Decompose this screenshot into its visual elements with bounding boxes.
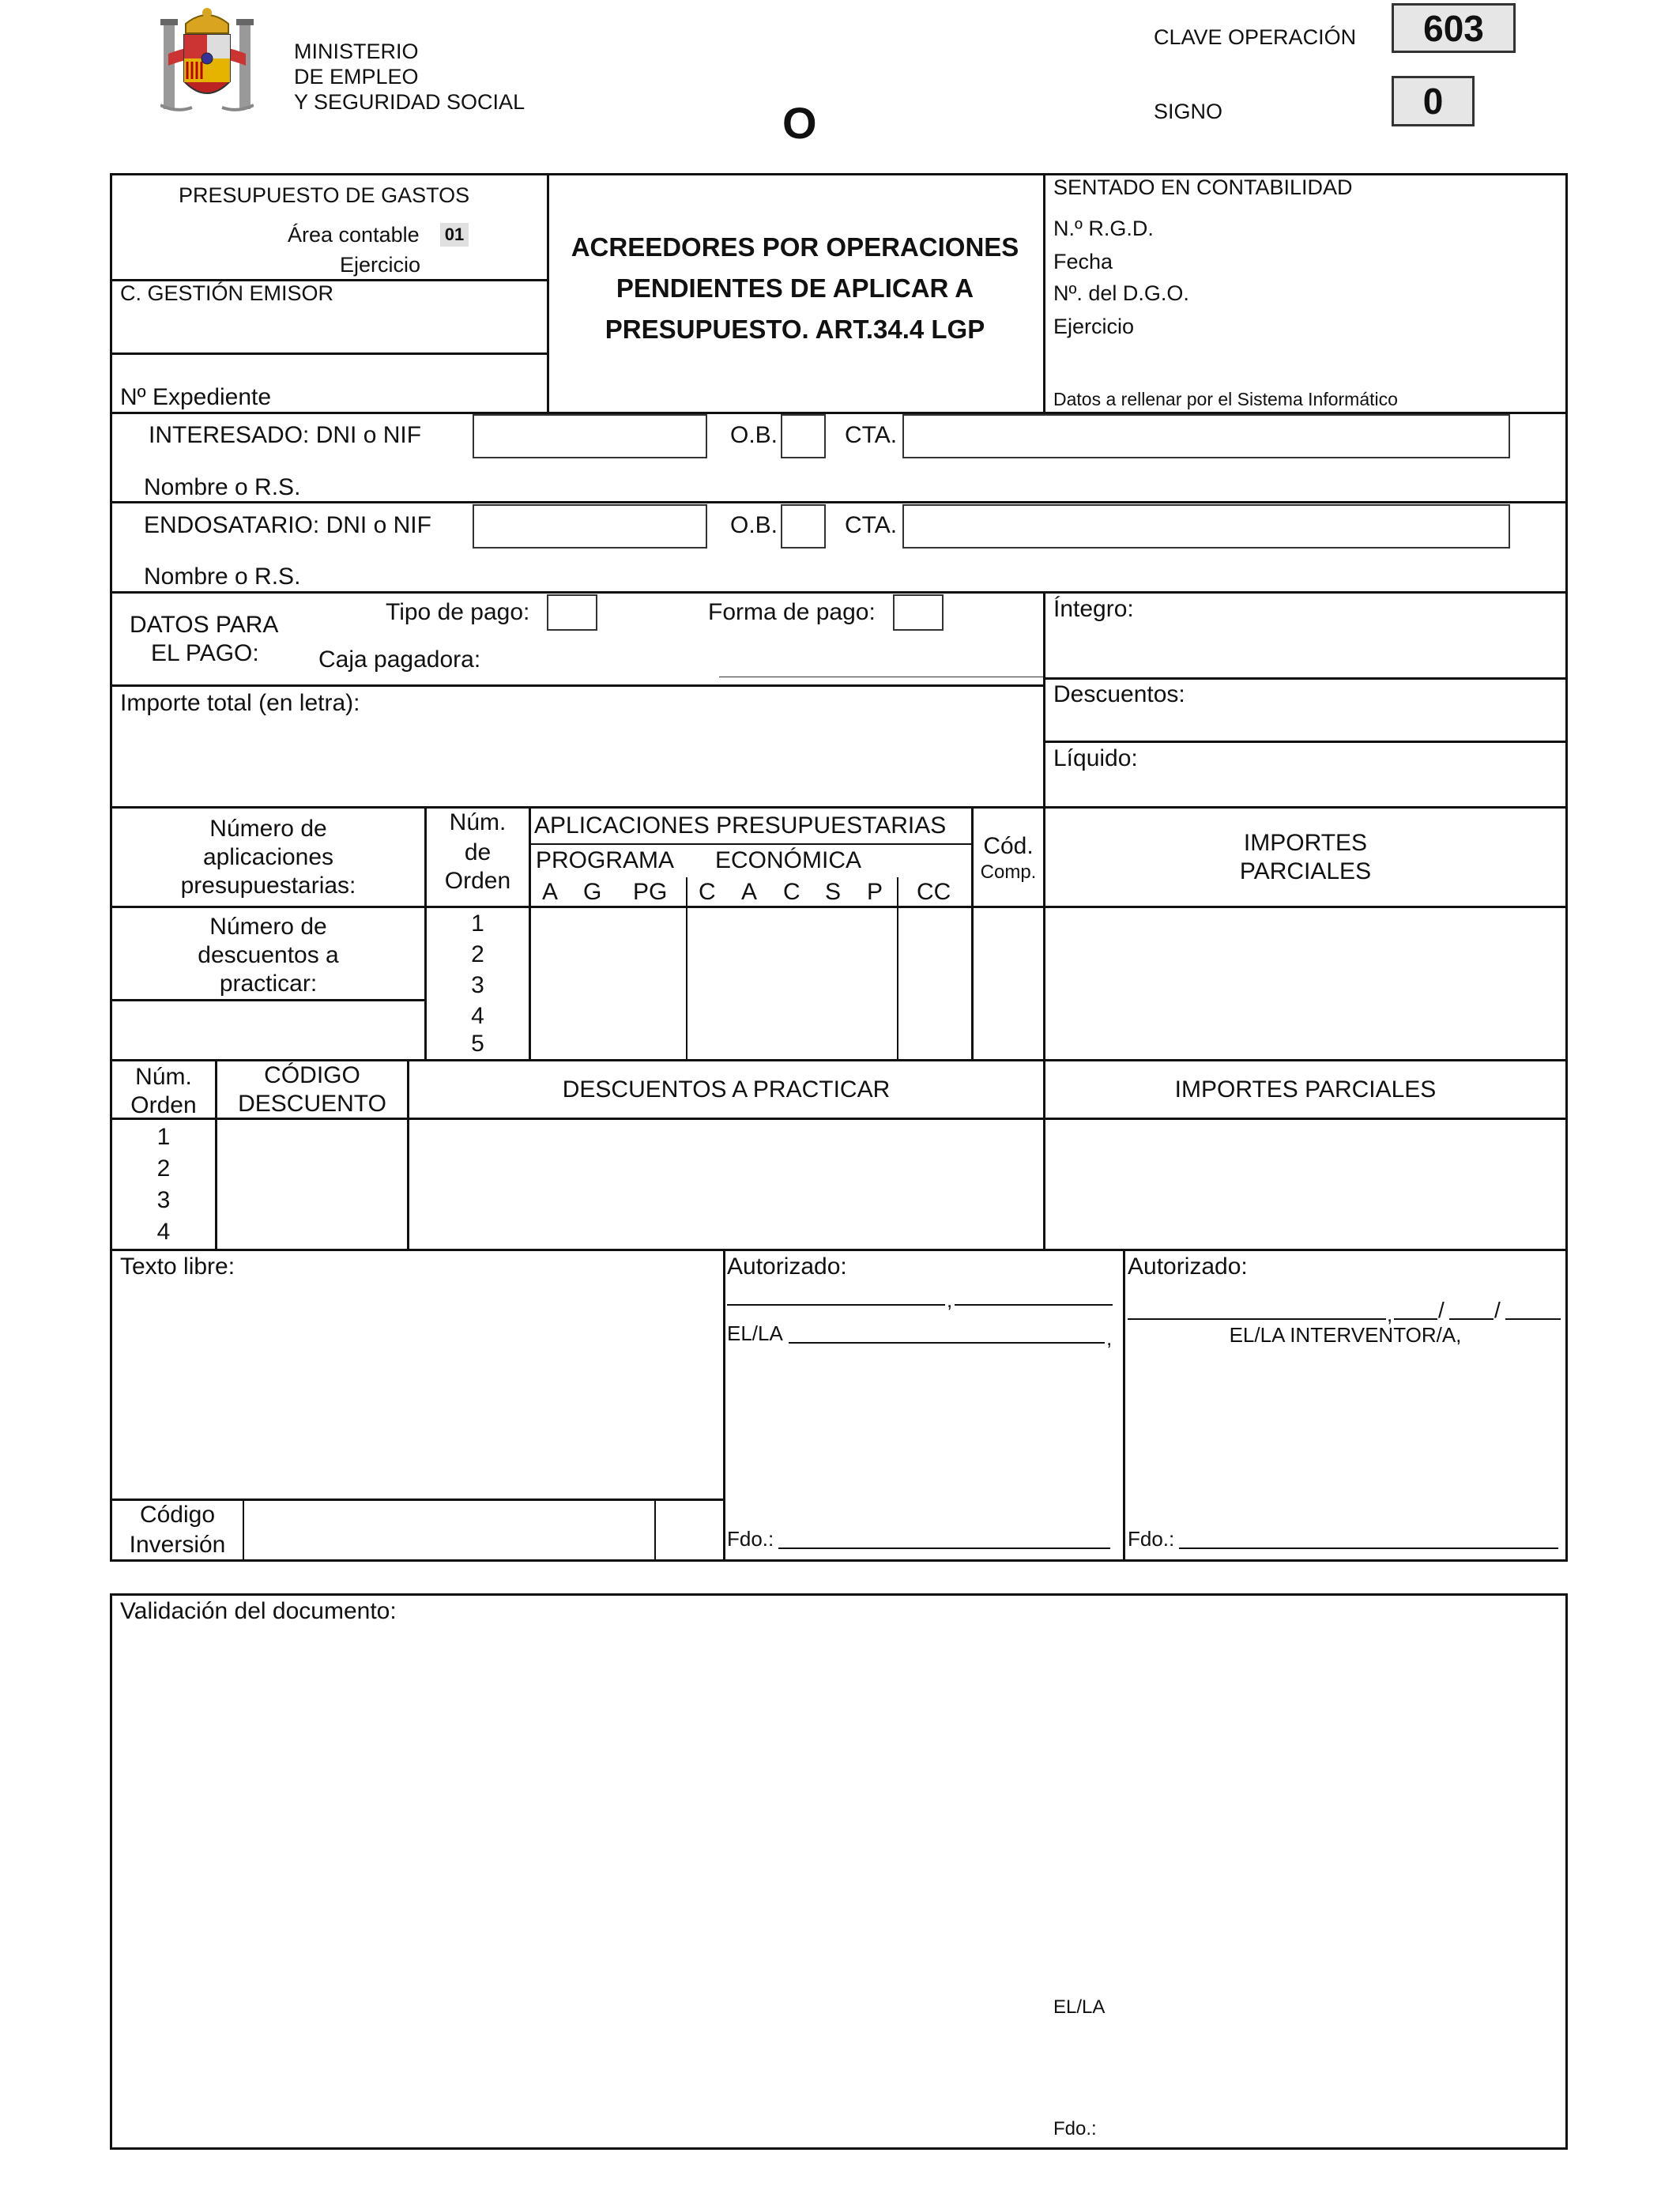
desc-bottom: [110, 1249, 1568, 1251]
col-s: S: [825, 879, 842, 905]
tipo-pago-label: Tipo de pago:: [386, 599, 530, 625]
fdo-label: Fdo.:: [727, 1527, 774, 1551]
validacion-fdo: Fdo.:: [1053, 2118, 1097, 2139]
col-g: G: [583, 879, 602, 905]
aplic-sub-line: [529, 843, 971, 845]
coat-of-arms-logo: [160, 6, 254, 119]
ejercicio2-label: Ejercicio: [1053, 315, 1135, 338]
pago-mid-line: [110, 684, 1043, 687]
num-aplic-line3: presupuestarias:: [180, 873, 356, 899]
fdo-signature-line[interactable]: [778, 1547, 1110, 1549]
descuentos-practicar-header: DESCUENTOS A PRACTICAR: [562, 1076, 891, 1103]
validacion-box: [110, 1593, 1568, 2150]
col-a: A: [542, 879, 559, 905]
aplic-sub-col-2: [897, 877, 898, 1059]
interesado-bottom: [110, 501, 1568, 503]
caja-pagadora-label: Caja pagadora:: [318, 647, 481, 673]
codigo-inversion-divider-1: [243, 1498, 244, 1559]
frame-bottom: [110, 1559, 1568, 1562]
endosatario-bottom: [110, 591, 1568, 594]
clave-operacion-value: 603: [1392, 3, 1516, 53]
datos-pago-line2: EL PAGO:: [151, 640, 259, 666]
col-pg: PG: [633, 879, 668, 905]
desc-orden-3: 3: [156, 1187, 171, 1213]
area-contable-label: Área contable: [288, 223, 420, 247]
aplic-orden-1: 1: [471, 910, 484, 937]
ella-name-line[interactable]: [789, 1342, 1105, 1344]
area-contable-value: 01: [440, 223, 469, 247]
ministry-name-line1: MINISTERIO: [294, 40, 419, 63]
forma-pago-input[interactable]: [893, 594, 944, 631]
autorizado2-label: Autorizado:: [1128, 1253, 1248, 1280]
integro-bottom: [1043, 677, 1568, 680]
autorizado2-date-sep2: /: [1438, 1298, 1445, 1322]
economica-label: ECONÓMICA: [715, 847, 862, 873]
frame-right: [1565, 173, 1568, 1559]
endosatario-label: ENDOSATARIO: DNI o NIF: [144, 512, 431, 538]
ministry-name-line2: DE EMPLEO: [294, 65, 419, 89]
num-desc-line2: descuentos a: [198, 942, 339, 968]
fecha-label: Fecha: [1053, 250, 1113, 273]
autorizado2-date-sep1: ,: [1387, 1302, 1393, 1326]
cod-comp-line2: Comp.: [980, 861, 1037, 883]
signo-label: SIGNO: [1154, 100, 1223, 123]
aplicaciones-header: APLICACIONES PRESUPUESTARIAS: [534, 812, 947, 839]
desc-orden-4: 4: [156, 1219, 171, 1245]
num-aplic-line2: aplicaciones: [202, 844, 334, 870]
aplic-orden-5: 5: [471, 1031, 484, 1057]
expediente-label: Nº Expediente: [120, 384, 272, 410]
autorizado2-year-line[interactable]: [1505, 1318, 1561, 1320]
aplic-sub-col-1: [686, 877, 687, 1059]
interesado-ob-input[interactable]: [781, 414, 826, 458]
texto-libre-label: Texto libre:: [120, 1253, 235, 1280]
codigo-inversion-line1: Código: [139, 1502, 216, 1528]
codigo-inversion-divider-2: [654, 1498, 656, 1559]
desc-orden-1: 1: [156, 1124, 171, 1150]
sentado-label: SENTADO EN CONTABILIDAD: [1053, 175, 1353, 199]
endosatario-ob-label: O.B.: [730, 512, 778, 538]
codigo-inversion-line2: Inversión: [129, 1532, 226, 1558]
num-orden-line1: Núm.: [449, 809, 507, 835]
autorizado1-date-line[interactable]: [955, 1304, 1113, 1306]
clave-operacion-label: CLAVE OPERACIÓN: [1154, 25, 1357, 49]
ejercicio-label: Ejercicio: [340, 253, 421, 277]
interventor-label: EL/LA INTERVENTOR/A,: [1229, 1323, 1462, 1347]
datos-sistema-note: Datos a rellenar por el Sistema Informático: [1053, 389, 1398, 409]
autorizado2-month-line[interactable]: [1449, 1318, 1494, 1320]
autorizado1-place-line[interactable]: [727, 1304, 945, 1306]
interesado-label: INTERESADO: DNI o NIF: [149, 422, 422, 448]
top-divider-2: [1043, 173, 1045, 412]
importe-letra-label: Importe total (en letra):: [120, 690, 360, 716]
title-line2: PENDIENTES DE APLICAR A: [616, 273, 974, 303]
aplic-orden-4: 4: [471, 1003, 484, 1029]
col-p: P: [867, 879, 883, 905]
descuentos-bottom: [1043, 741, 1568, 743]
validacion-label: Validación del documento:: [120, 1598, 397, 1624]
desc-num-line1: Núm.: [135, 1064, 192, 1090]
ella-comma: ,: [1106, 1326, 1113, 1350]
signo-value: 0: [1392, 76, 1475, 126]
codigo-descuento-line1: CÓDIGO: [264, 1062, 360, 1088]
firma-col-2: [1123, 1249, 1125, 1559]
endosatario-ob-input[interactable]: [781, 504, 826, 548]
fdo2-label: Fdo.:: [1128, 1527, 1175, 1551]
rgd-label: N.º R.G.D.: [1053, 217, 1154, 240]
endosatario-nif-input[interactable]: [473, 504, 707, 548]
aplic-bottom: [110, 1059, 1568, 1061]
interesado-cta-input[interactable]: [902, 414, 1510, 458]
interesado-ob-label: O.B.: [730, 422, 778, 448]
codigo-inversion-input[interactable]: [245, 1501, 654, 1558]
ella-label: EL/LA: [727, 1321, 783, 1345]
autorizado1-label: Autorizado:: [727, 1253, 847, 1280]
endosatario-cta-input[interactable]: [902, 504, 1510, 548]
num-desc-line3: practicar:: [219, 971, 318, 997]
descuentos-label: Descuentos:: [1053, 681, 1185, 707]
ministry-name-line3: Y SEGURIDAD SOCIAL: [294, 90, 525, 114]
endosatario-cta-label: CTA.: [845, 512, 898, 538]
pago-bottom: [110, 806, 1568, 809]
validacion-ella: EL/LA: [1053, 1996, 1106, 2018]
liquido-label: Líquido:: [1053, 745, 1138, 771]
forma-pago-label: Forma de pago:: [708, 599, 876, 625]
desc-count-line: [110, 999, 424, 1001]
num-orden-line2: de: [464, 839, 492, 865]
desc-orden-2: 2: [156, 1155, 171, 1182]
desc-importes-header: IMPORTES PARCIALES: [1174, 1076, 1437, 1103]
firma-col-1: [723, 1249, 725, 1559]
integro-label: Íntegro:: [1053, 596, 1134, 622]
tipo-pago-input[interactable]: [547, 594, 597, 631]
endosatario-nombre-label: Nombre o R.S.: [144, 564, 301, 590]
importes-parciales-line1: IMPORTES: [1243, 830, 1368, 856]
desc-col-1: [215, 1059, 217, 1249]
gestion-emisor-label: C. GESTIÓN EMISOR: [120, 281, 334, 305]
autorizado2-place-line[interactable]: [1128, 1318, 1386, 1320]
aplic-header-bottom: [110, 906, 1568, 908]
aplic-orden-2: 2: [471, 941, 484, 967]
presupuesto-label: PRESUPUESTO DE GASTOS: [179, 183, 470, 207]
autorizado2-day-line[interactable]: [1394, 1318, 1437, 1320]
col-a2: A: [741, 879, 758, 905]
codigo-descuento-line2: DESCUENTO: [238, 1091, 386, 1117]
num-desc-line1: Número de: [209, 914, 327, 940]
num-aplic-line1: Número de: [209, 816, 327, 842]
num-orden-line3: Orden: [444, 868, 511, 894]
document-type-letter: O: [782, 98, 817, 148]
gestion-divider: [110, 352, 547, 355]
autorizado1-comma: ,: [947, 1288, 953, 1312]
cod-comp-line1: Cód.: [983, 833, 1034, 859]
autorizado2-date-sep3: /: [1494, 1298, 1501, 1322]
interesado-nombre-label: Nombre o R.S.: [144, 474, 301, 500]
aplic-orden-3: 3: [471, 972, 484, 998]
desc-header-bottom: [110, 1118, 1568, 1120]
col-c1: C: [699, 879, 716, 905]
pago-right-divider: [1043, 591, 1045, 806]
datos-pago-line1: DATOS PARA: [130, 612, 279, 638]
fdo2-signature-line[interactable]: [1179, 1547, 1558, 1549]
importes-parciales-line2: PARCIALES: [1239, 858, 1372, 884]
col-c2: C: [783, 879, 800, 905]
col-cc: CC: [917, 879, 951, 905]
title-line3: PRESUPUESTO. ART.34.4 LGP: [605, 315, 985, 344]
programa-label: PROGRAMA: [536, 847, 675, 873]
interesado-cta-label: CTA.: [845, 422, 898, 448]
interesado-nif-input[interactable]: [473, 414, 707, 458]
dgo-label: Nº. del D.G.O.: [1053, 281, 1189, 305]
desc-num-line2: Orden: [130, 1092, 197, 1118]
title-line1: ACREEDORES POR OPERACIONES: [571, 232, 1019, 262]
